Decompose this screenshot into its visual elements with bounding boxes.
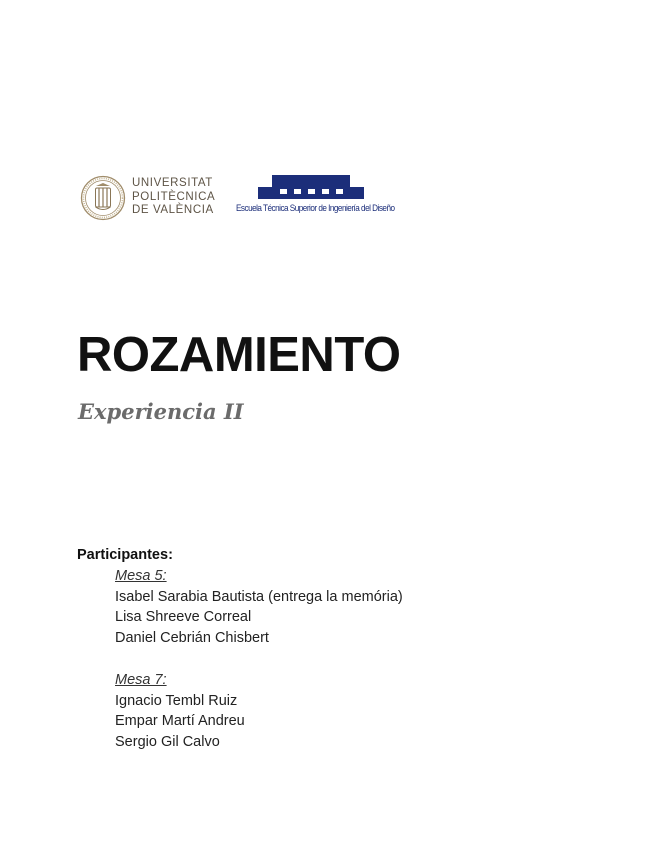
etsid-caption: Escuela Técnica Superior de Ingeniería del Diseño — [236, 203, 395, 214]
upv-seal-logo — [80, 175, 126, 221]
participants-section — [77, 545, 403, 753]
group-mesa-7 — [77, 670, 403, 753]
participant-name: Ignacio Tembl Ruiz — [115, 692, 238, 709]
logos-header — [80, 172, 400, 224]
document-title: ROZAMIENTO — [77, 328, 401, 382]
participant-name: Daniel Cebrián Chisbert — [115, 630, 269, 647]
group-title: Mesa 7: — [115, 671, 167, 688]
group-title: Mesa 5: — [115, 567, 167, 584]
upv-wordmark — [132, 177, 215, 218]
group-mesa-5 — [77, 566, 403, 649]
upv-wordmark-line: POLITÈCNICA — [132, 190, 216, 203]
upv-wordmark-line: UNIVERSITAT — [132, 177, 213, 189]
participants-label: Participantes: — [77, 547, 173, 563]
etsid-logo — [258, 175, 364, 199]
participant-name: Empar Martí Andreu — [115, 713, 245, 730]
participant-name: Sergio Gil Calvo — [115, 734, 220, 751]
participant-name: Isabel Sarabia Bautista (entrega la memória) — [115, 588, 403, 605]
upv-wordmark-line: DE VALÈNCIA — [132, 204, 214, 216]
document-subtitle: Experiencia II — [78, 399, 244, 424]
participant-name: Lisa Shreeve Correal — [115, 609, 252, 626]
